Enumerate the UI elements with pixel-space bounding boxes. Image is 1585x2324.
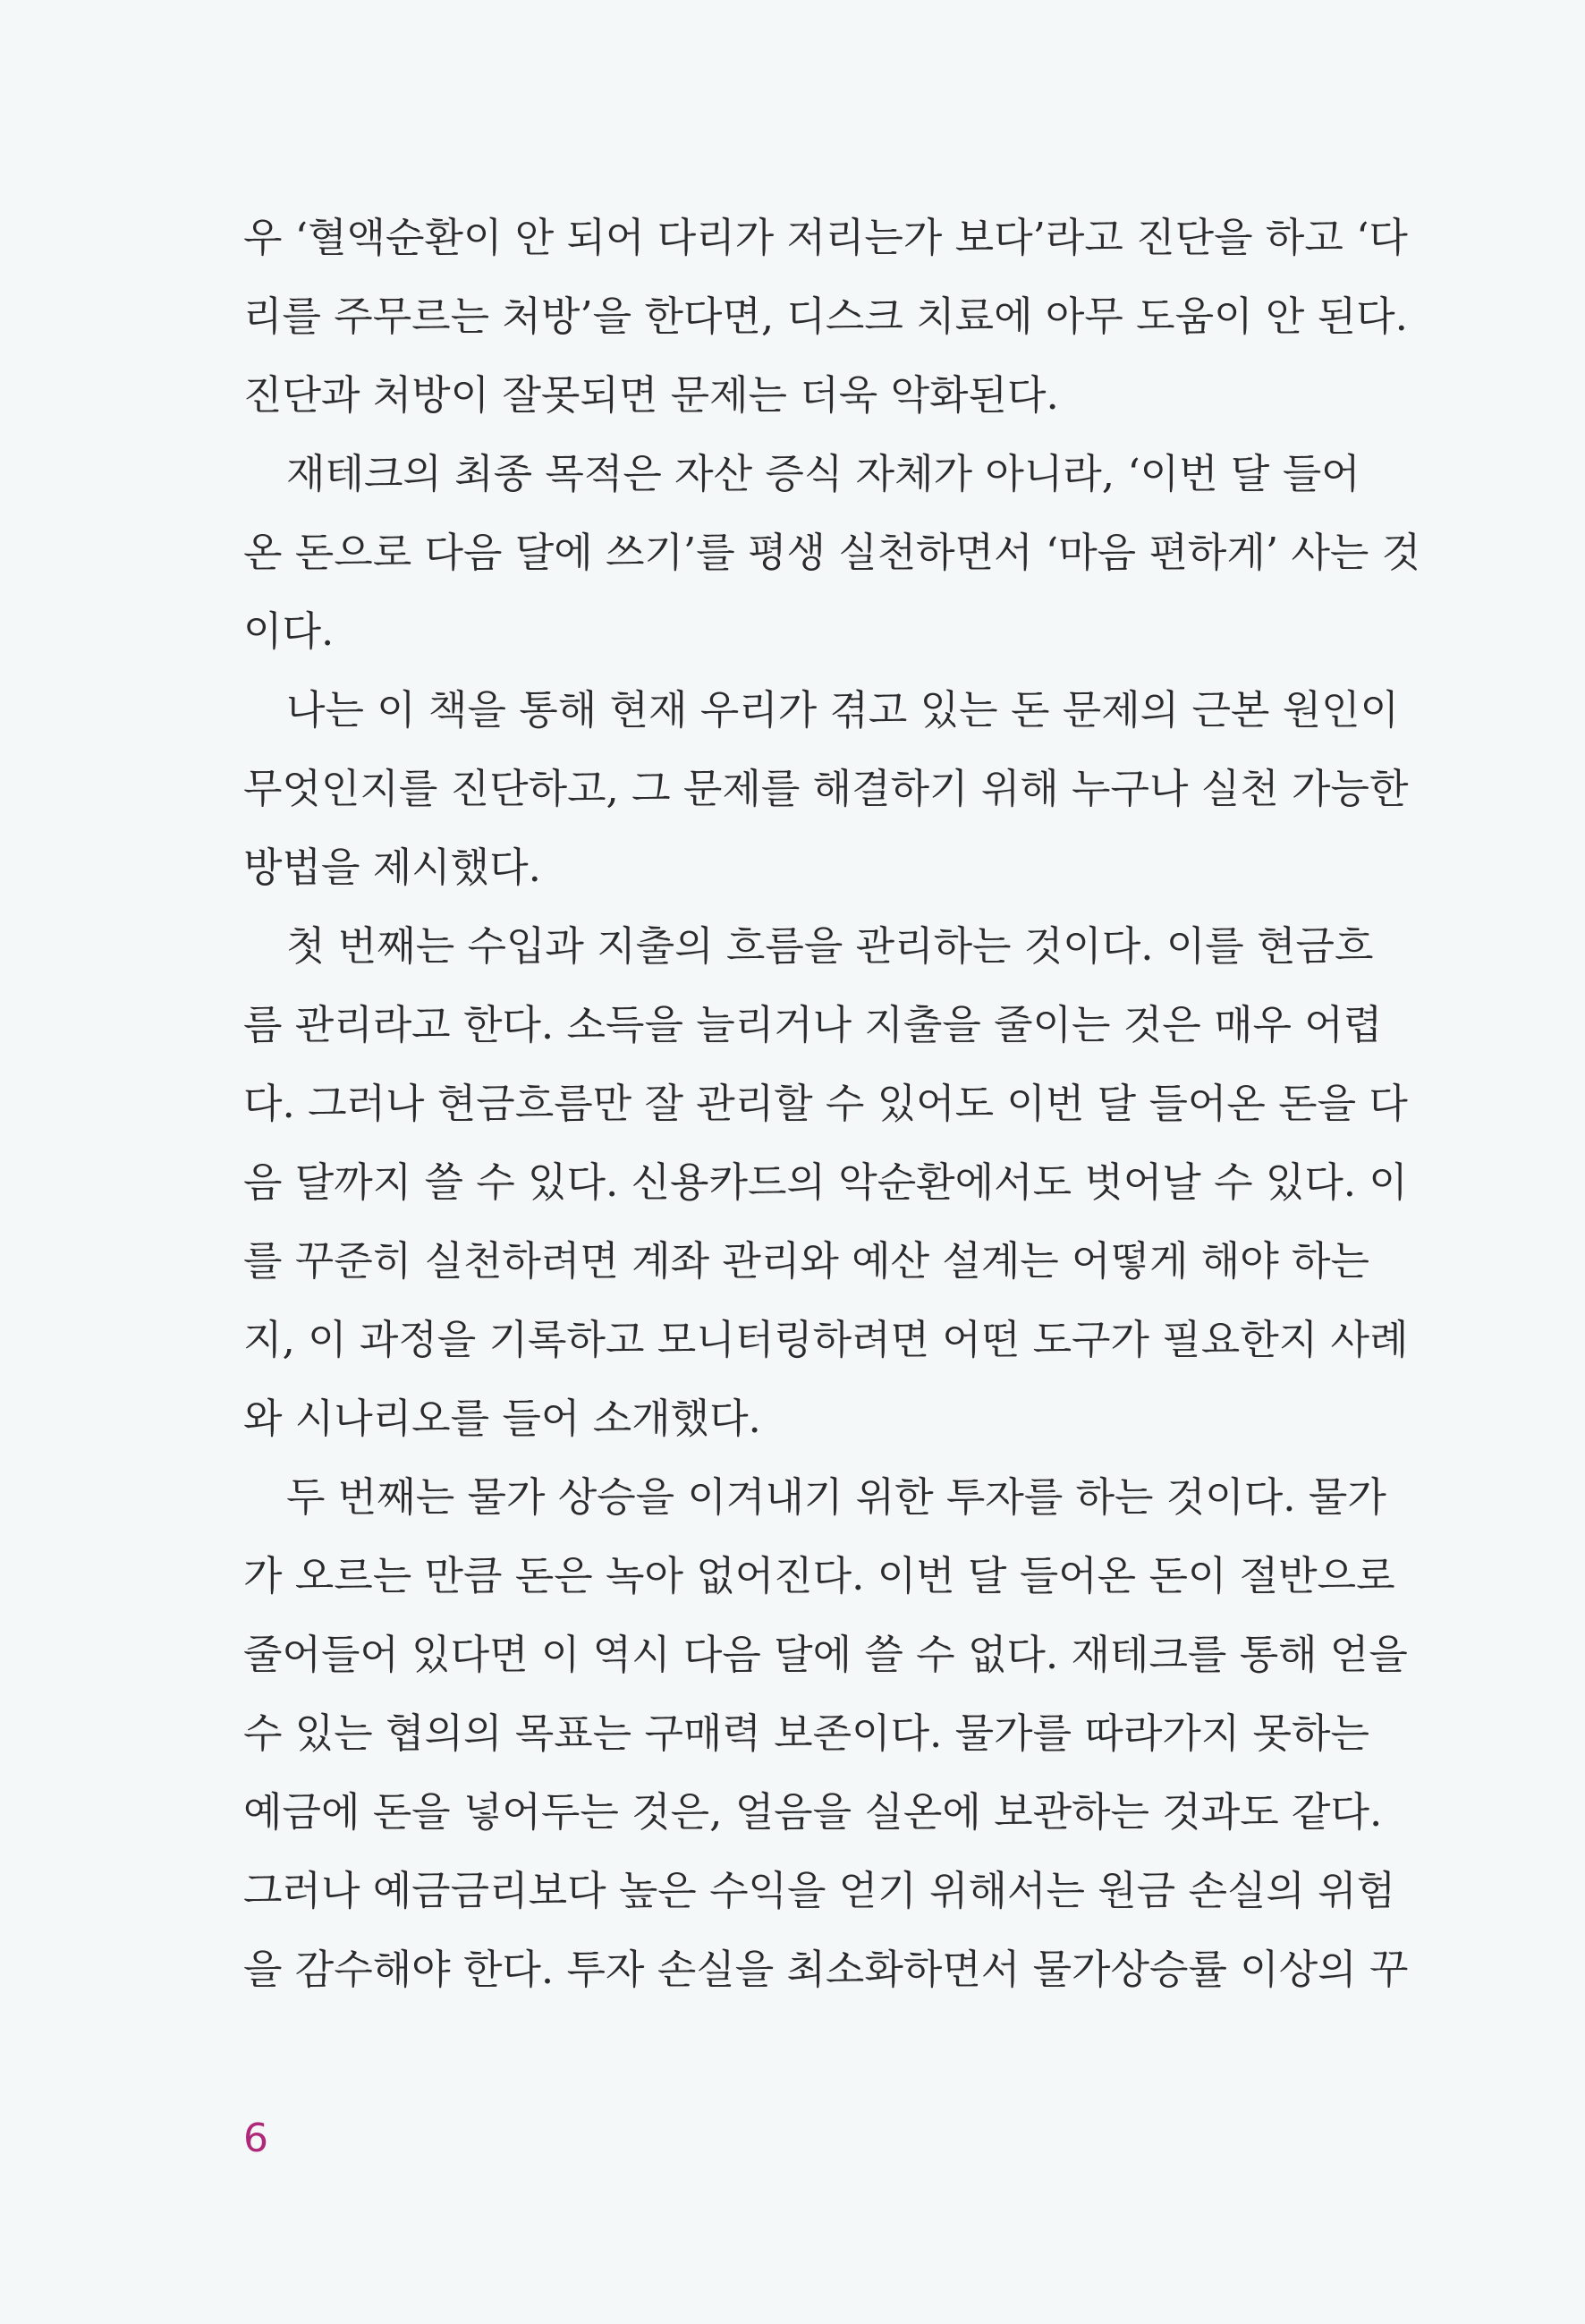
text-line: 예금에 돈을 넣어두는 것은, 얼음을 실온에 보관하는 것과도 같다. [243,1788,1383,1836]
text-line: 와 시나리오를 들어 소개했다. [243,1395,761,1442]
paragraph [243,907,1409,1458]
text-line: 음 달까지 쓸 수 있다. 신용카드의 악순환에서도 벗어날 수 있다. 이 [243,1158,1408,1206]
text-line: 재테크의 최종 목적은 자산 증식 자체가 아니라, ‘이번 달 들어 [286,450,1360,497]
text-line: 이다. [243,607,335,655]
text-line: 름 관리라고 한다. 소득을 늘리거나 지출을 줄이는 것은 매우 어렵 [243,1001,1383,1048]
text-line: 나는 이 책을 통해 현재 우리가 겪고 있는 돈 문제의 근본 원인이 [286,686,1400,734]
text-line: 다. 그러나 현금흐름만 잘 관리할 수 있어도 이번 달 들어온 돈을 다 [243,1080,1408,1127]
text-line: 를 꾸준히 실천하려면 계좌 관리와 예산 설계는 어떻게 해야 하는 [243,1237,1369,1285]
text-line: 가 오르는 만큼 돈은 녹아 없어진다. 이번 달 들어온 돈이 절반으로 [243,1552,1395,1599]
paragraph [243,1458,1409,2009]
text-line: 을 감수해야 한다. 투자 손실을 최소화하면서 물가상승률 이상의 꾸 [243,1946,1409,1993]
text-line: 두 번째는 물가 상승을 이겨내기 위한 투자를 하는 것이다. 물가 [286,1473,1386,1521]
text-line: 우 ‘혈액순환이 안 되어 다리가 저리는가 보다’라고 진단을 하고 ‘다 [243,214,1408,261]
page-number: 6 [243,2116,268,2161]
page-body-text [243,199,1421,2009]
paragraph [243,199,1408,435]
text-line: 지, 이 과정을 기록하고 모니터링하려면 어떤 도구가 필요한지 사례 [243,1316,1409,1363]
text-line: 온 돈으로 다음 달에 쓰기’를 평생 실천하면서 ‘마음 편하게’ 사는 것 [243,529,1421,576]
text-line: 무엇인지를 진단하고, 그 문제를 해결하기 위해 누구나 실천 가능한 [243,765,1409,812]
text-line: 첫 번째는 수입과 지출의 흐름을 관리하는 것이다. 이를 현금흐 [286,922,1374,970]
text-line: 진단과 처방이 잘못되면 문제는 더욱 악화된다. [243,371,1059,419]
paragraph [243,671,1409,907]
paragraph [243,435,1421,671]
text-line: 줄어들어 있다면 이 역시 다음 달에 쓸 수 없다. 재테크를 통해 얻을 [243,1631,1408,1678]
text-line: 그러나 예금금리보다 높은 수익을 얻기 위해서는 원금 손실의 위험 [243,1867,1396,1914]
text-line: 방법을 제시했다. [243,844,541,891]
text-line: 리를 주무르는 처방’을 한다면, 디스크 치료에 아무 도움이 안 된다. [243,293,1408,340]
text-line: 수 있는 협의의 목표는 구매력 보존이다. 물가를 따라가지 못하는 [243,1709,1369,1757]
